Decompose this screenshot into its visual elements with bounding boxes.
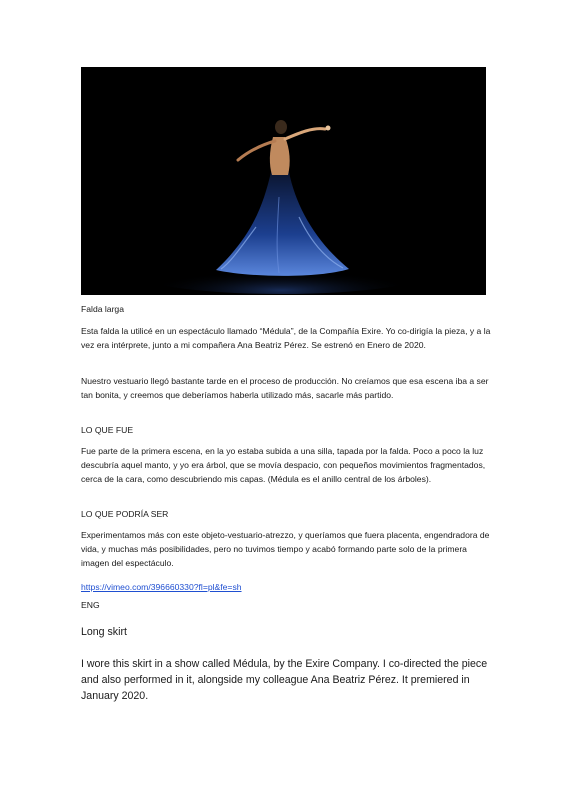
spanish-title-block bbox=[81, 302, 493, 316]
dancer-photo bbox=[81, 67, 486, 295]
spanish-paragraph-1-block bbox=[81, 324, 493, 352]
spanish-paragraph-3: Fue parte de la primera escena, en la yo estaba subida a una silla, tapada por la falda. Poco a poco la luz descubría aquel manto, y yo era árbol, que se movía despacio, con pequeños movimientos fragmentados, cerca de la cara, como descubriendo mis capas. (Médula es el anillo central de los árboles). bbox=[81, 446, 486, 484]
spanish-paragraph-2: Nuestro vestuario llegó bastante tarde en el proceso de producción. No creíamos que esa escena iba a ser tan bonita, y creemos que deberíamos haberla utilizado más, sacarle más partido. bbox=[81, 376, 489, 400]
heading-lo-que-fue-block bbox=[81, 423, 493, 437]
vimeo-link-block bbox=[81, 577, 493, 595]
language-marker-block bbox=[81, 598, 493, 612]
english-paragraph-1: I wore this skirt in a show called Médula, by the Exire Company. I co-directed the piece and also performed in it, alongside my colleague Ana Beatriz Pérez. It premiered in January 2020. bbox=[81, 658, 488, 702]
heading-lo-que-podria-ser-block bbox=[81, 507, 493, 521]
spanish-paragraph-3-block bbox=[81, 444, 493, 486]
spanish-paragraph-4: Experimentamos más con este objeto-vestuario-atrezzo, y queríamos que fuera placenta, engendradora de vida, y muchas más posibilidades, pero no tuvimos tiempo y acabó formando parte solo de la primera imagen del espectáculo. bbox=[81, 530, 490, 568]
vimeo-link[interactable]: https://vimeo.com/396660330?fl=pl&fe=sh bbox=[81, 582, 242, 592]
language-marker-eng: ENG bbox=[81, 600, 100, 610]
heading-lo-que-fue: LO QUE FUE bbox=[81, 425, 134, 435]
spanish-paragraph-1: Esta falda la utilicé en un espectáculo llamado “Médula”, de la Compañía Exire. Yo co-dirigía la pieza, y a la vez era intérprete, junto a mi compañera Ana Beatriz Pérez. Se estrenó en Enero de 2020. bbox=[81, 326, 491, 350]
heading-lo-que-podria-ser: LO QUE PODRÍA SER bbox=[81, 509, 169, 519]
spanish-paragraph-2-block bbox=[81, 374, 493, 402]
english-paragraph-1-block bbox=[81, 656, 493, 704]
english-title-block bbox=[81, 624, 493, 640]
spanish-title: Falda larga bbox=[81, 304, 124, 314]
spanish-paragraph-4-block bbox=[81, 528, 493, 570]
dancer-illustration bbox=[81, 67, 486, 295]
english-title: Long skirt bbox=[81, 626, 127, 638]
